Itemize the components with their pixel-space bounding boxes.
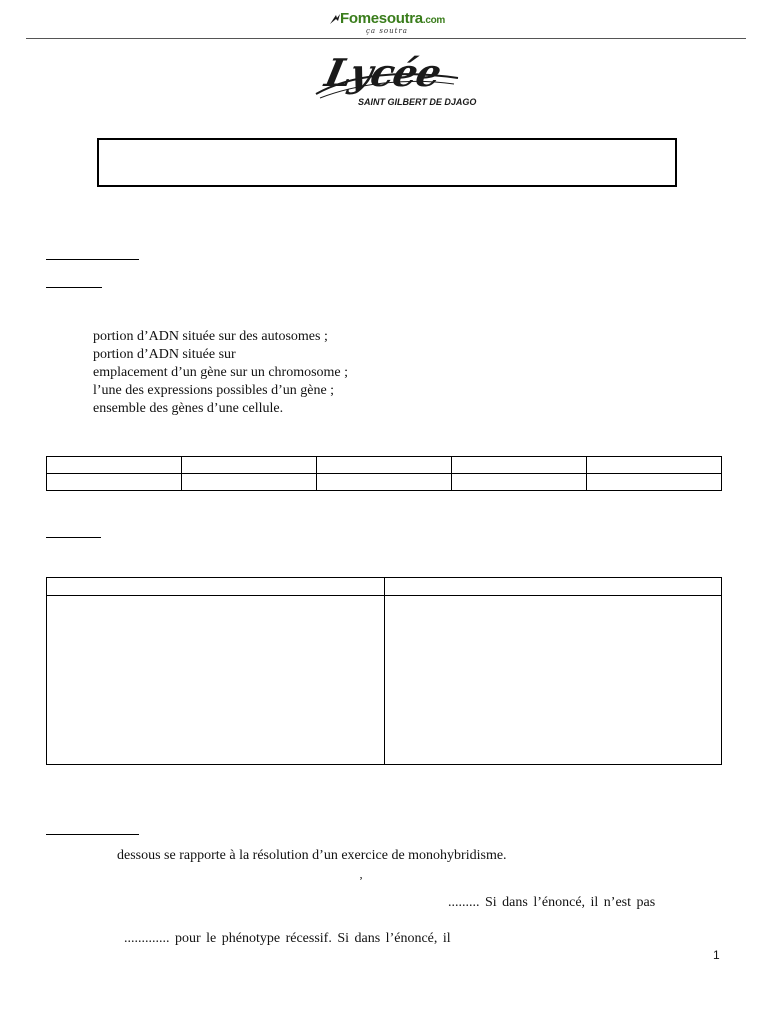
school-logo-word: Lycée: [321, 50, 445, 95]
table-cell: [384, 596, 722, 765]
table-cell: [317, 457, 452, 474]
table-cell: [452, 474, 587, 491]
table-cell: [182, 474, 317, 491]
two-column-table: [46, 577, 722, 765]
answer-grid: [46, 456, 722, 491]
exercise-underline: [46, 537, 101, 538]
table-header-cell: [47, 578, 385, 596]
page-number: 1: [713, 948, 720, 962]
table-cell: [587, 474, 722, 491]
exercise-text: dessous se rapporte à la résolution d’un exercice de monohybridisme.: [117, 848, 507, 863]
title-box: [97, 138, 677, 187]
table-cell: [47, 474, 182, 491]
site-brand: Fomesoutra.com: [340, 10, 445, 27]
table-cell: [47, 596, 385, 765]
table-cell: [182, 457, 317, 474]
exercise-mark: ʼ: [359, 874, 363, 888]
table-row: [47, 578, 722, 596]
table-header-cell: [384, 578, 722, 596]
definition-item: portion d’ADN située sur: [93, 347, 236, 362]
table-cell: [317, 474, 452, 491]
section-underline: [46, 834, 139, 835]
exercise-text: ......... Si dans l’énoncé, il n’est pas: [448, 895, 656, 910]
school-logo: [312, 50, 477, 112]
exercise-underline: [46, 287, 102, 288]
site-logo: [322, 8, 462, 38]
header-divider: [26, 38, 746, 39]
table-row: [47, 596, 722, 765]
site-tagline: ça soutra: [366, 27, 408, 35]
table-cell: [452, 457, 587, 474]
section-underline: [46, 259, 139, 260]
table-row: [47, 474, 722, 491]
definition-item: ensemble des gènes d’une cellule.: [93, 401, 284, 416]
definition-item: l’une des expressions possibles d’un gène ;: [93, 383, 335, 398]
definition-item: portion d’ADN située sur des autosomes ;: [93, 329, 328, 344]
exercise-text: ............. pour le phénotype récessif. Si dans l’énoncé, il: [124, 931, 451, 946]
definition-item: emplacement d’un gène sur un chromosome ;: [93, 365, 349, 380]
school-logo-subtitle: SAINT GILBERT DE DJAGO: [358, 97, 477, 107]
table-cell: [587, 457, 722, 474]
table-cell: [47, 457, 182, 474]
table-row: [47, 457, 722, 474]
